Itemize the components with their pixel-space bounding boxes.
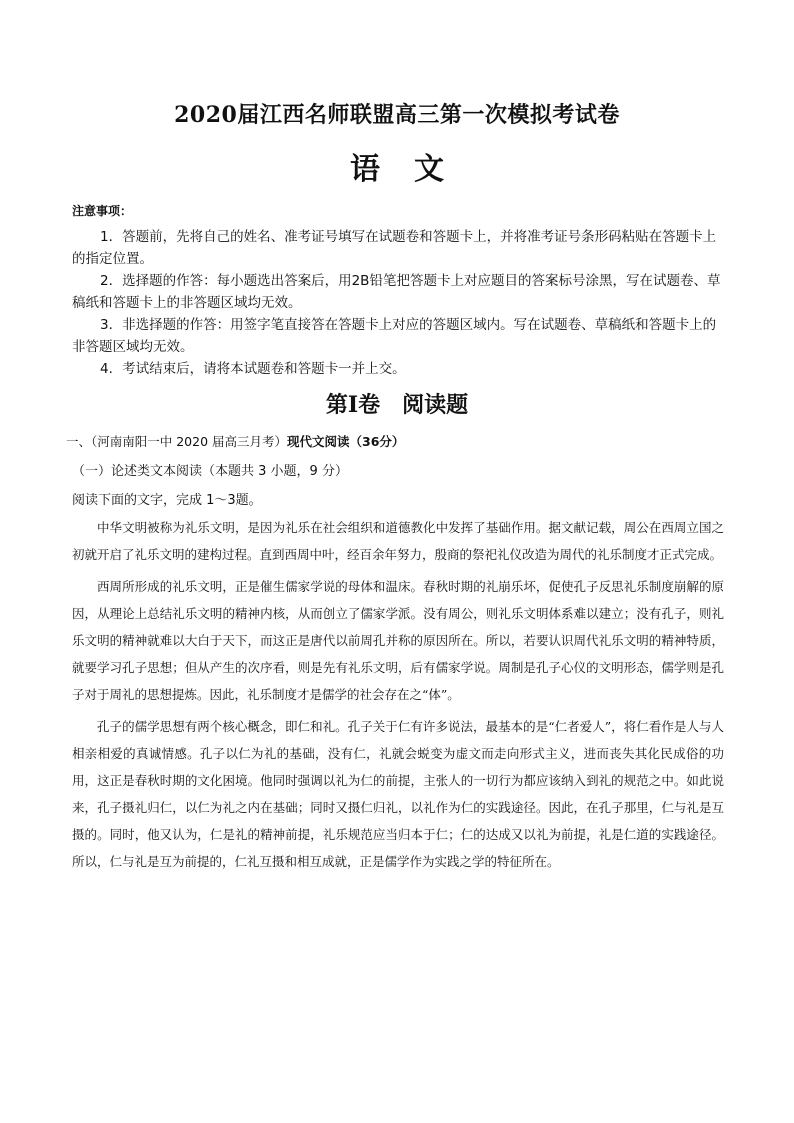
question-instruction: 阅读下面的文字，完成 1～3题。 [72,493,262,508]
passage-paragraph: 中华文明被称为礼乐文明，是因为礼乐在社会组织和道德教化中发挥了基础作用。据文献记载，周公在西周立国之初就开启了礼乐文明的建构过程。直到西周中叶，经百余年努力，殷商的祭祀礼仪改造为周代的礼乐制度才正式完成。 [72,520,724,562]
section-title: 第Ⅰ卷 阅读题 [325,392,469,418]
question-source: 一、（河南南阳一中 2020 届高三月考） [66,434,288,449]
notice-heading: 注意事项： [72,204,133,218]
question-subheading: （一）论述类文本阅读（本题共 3 小题，9 分） [72,464,348,479]
subject-title: 语文 [350,152,478,187]
exam-title: 2020届江西名师联盟高三第一次模拟考试卷 [174,102,620,128]
question-heading [66,432,726,452]
question-title: 现代文阅读（36分） [287,434,405,449]
notice-item: 3．非选择题的作答：用签字笔直接答在答题卡上对应的答题区域内。写在试题卷、草稿纸和答题卡上的非答题区域均无效。 [72,317,717,355]
passage-paragraph: 西周所形成的礼乐文明，正是催生儒家学说的母体和温床。春秋时期的礼崩乐坏，促使孔子反思礼乐制度崩解的原因，从理论上总结礼乐文明的精神内核，从而创立了儒家学派。没有周公，则礼乐文明体系难以建立；没有孔子，则礼乐文明的精神就难以大白于天下，而这正是唐代以前周孔并称的原因所在。所以，若要认识周代礼乐文明的精神特质，就要学习孔子思想；但从产生的次序看，则是先有礼乐文明，后有儒家学说。周制是孔子心仪的文明形态，儒学则是孔子对于周礼的思想提炼。因此，礼乐制度才是儒学的社会存在之“体”。 [72,579,724,702]
notice-item: 2．选择题的作答：每小题选出答案后，用2B铅笔把答题卡上对应题目的答案标号涂黑，写在试题卷、草稿纸和答题卡上的非答题区域均无效。 [72,273,721,311]
notice-item: 4．考试结束后，请将本试题卷和答题卡一并上交。 [100,361,406,377]
notice-item: 1．答题前，先将自己的姓名、准考证号填写在试题卷和答题卡上，并将准考证号条形码粘贴在答题卡上的指定位置。 [72,229,717,267]
passage-paragraph: 孔子的儒学思想有两个核心概念，即仁和礼。孔子关于仁有许多说法，最基本的是“仁者爱人”，将仁看作是人与人相亲相爱的真诚情感。孔子以仁为礼的基础，没有仁，礼就会蜕变为虚文而走向形式主义，进而丧失其化民成俗的功用，这正是春秋时期的文化困境。他同时强调以礼为仁的前提，主张人的一切行为都应该纳入到礼的规范之中。如此说来，孔子摄礼归仁，以仁为礼之内在基础；同时又摄仁归礼，以礼作为仁的实践途径。因此，在孔子那里，仁与礼是互摄的。同时，他又认为，仁是礼的精神前提，礼乐规范应当归本于仁；仁的达成又以礼为前提，礼是仁道的实践途径。所以，仁与礼是互为前提的，仁礼互摄和相互成就，正是儒学作为实践之学的特征所在。 [72,719,724,869]
notice-list [72,226,724,380]
reading-passage [72,514,724,880]
